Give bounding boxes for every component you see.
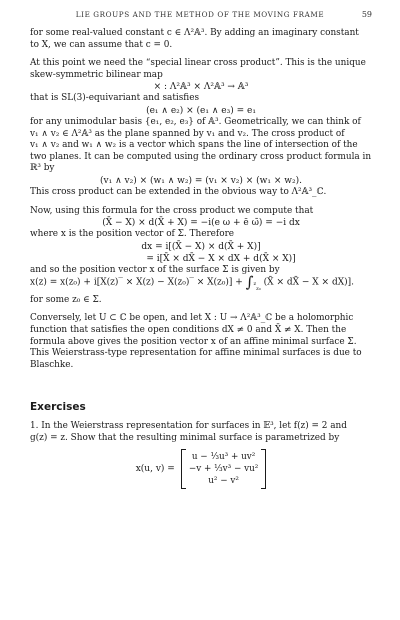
paragraph-line: Now, using this formula for the cross product we compute that <box>30 205 314 216</box>
paragraph-line: skew-symmetric bilinear map <box>30 69 163 80</box>
integral-sign: ∫ <box>245 273 254 292</box>
exercises-heading: Exercises <box>30 401 86 414</box>
equation-dx-line1: dx = i[(X̄ − X) × d(X̄ + X)] <box>141 241 261 252</box>
column-vector <box>181 449 266 489</box>
paragraph-line: for any unimodular basis {e₁, e₂, e₃} of 𝔸³. Geometrically, we can think of <box>30 116 361 127</box>
paragraph-line: v₁ ∧ v₂ ∈ Λ²𝔸³ as the plane spanned by v₁ and v₂. The cross product of <box>30 128 345 139</box>
integral-lower: z₀ <box>256 285 261 292</box>
paragraph-line: Blaschke. <box>30 359 74 370</box>
paragraph-line: v₁ ∧ v₂ and w₁ ∧ w₂ is a vector which spans the line of intersection of the <box>30 140 358 151</box>
page-number: 59 <box>361 10 372 19</box>
paragraph-line: Conversely, let U ⊂ ℂ be open, and let X : U → Λ²𝔸³_ℂ be a holomorphic <box>30 313 354 324</box>
paragraph-line: for some real-valued constant c ∈ Λ²𝔸³. By adding an imaginary constant <box>30 28 359 38</box>
equation-dx-derivation: (X̄ − X) × d(X̄ + X) = −i(e ω + ē ω̄) = −i dx <box>102 218 300 229</box>
paragraph-line: for some z₀ ∈ Σ. <box>30 294 102 305</box>
paragraph-line: two planes. It can be computed using the ordinary cross product formula in <box>30 151 372 162</box>
exercise-line: 1. In the Weierstrass representation for surfaces in 𝔼³, let f(z) = 2 and <box>30 421 347 432</box>
equation-position-right: (X̄ × dX̄ − X × dX)]. <box>263 277 355 288</box>
equation-dx-line2: = i[X̄ × dX̄ − X × dX + d(X̄ × X)] <box>146 253 296 264</box>
page-body <box>30 28 372 489</box>
matrix-row: −v + ⅓v³ − vu² <box>188 463 259 474</box>
equation-basis: (e₁ ∧ e₂) × (e₁ ∧ e₃) = e₁ <box>146 105 256 116</box>
paragraph-line: and so the position vector x of the surface Σ is given by <box>30 264 280 275</box>
running-header <box>0 10 400 24</box>
paragraph-line: where x is the position vector of Σ. Therefore <box>30 229 235 240</box>
running-title: LIE GROUPS AND THE METHOD OF THE MOVING FRAME <box>75 10 325 19</box>
equation-cross-product-map: × : Λ²𝔸³ × Λ²𝔸³ → 𝔸³ <box>153 82 249 93</box>
integral-limits <box>253 280 261 292</box>
paragraph-line: At this point we need the “special linear cross product”. This is the unique <box>30 58 366 69</box>
equation-position-left: x(z) = x(z₀) + i[X(z)‾ × X(z) − X(z₀)‾ × X(z₀)] + <box>30 277 243 288</box>
paragraph-line: ℝ³ by <box>30 163 55 174</box>
matrix-lhs: x(u, v) = <box>135 463 175 474</box>
paragraph-line: formula above gives the position vector x of an affine minimal surface Σ. <box>30 336 357 347</box>
matrix-row: u − ⅓u³ + uv² <box>191 451 256 462</box>
paragraph-line: to X, we can assume that c = 0. <box>30 39 173 50</box>
paragraph-line: This cross product can be extended in the obvious way to Λ²𝔸³_ℂ. <box>30 186 327 197</box>
equation-planes-cross: (v₁ ∧ v₂) × (w₁ ∧ w₂) = (v₁ × v₂) × (w₁ × w₂). <box>100 175 302 186</box>
matrix-row: u² − v² <box>208 475 239 486</box>
exercise-line: g(z) = z. Show that the resulting minimal surface is parametrized by <box>30 432 340 443</box>
paragraph-line: that is SL(3)-equivariant and satisfies <box>30 93 200 104</box>
paragraph-line: function that satisfies the open conditions dX ≠ 0 and X̄ ≠ X. Then the <box>30 324 347 335</box>
integral-upper: z <box>253 280 257 287</box>
paragraph-line: This Weierstrass-type representation for affine minimal surfaces is due to <box>30 348 362 359</box>
parametrization-equation <box>30 449 372 489</box>
equation-position-vector <box>30 273 372 294</box>
